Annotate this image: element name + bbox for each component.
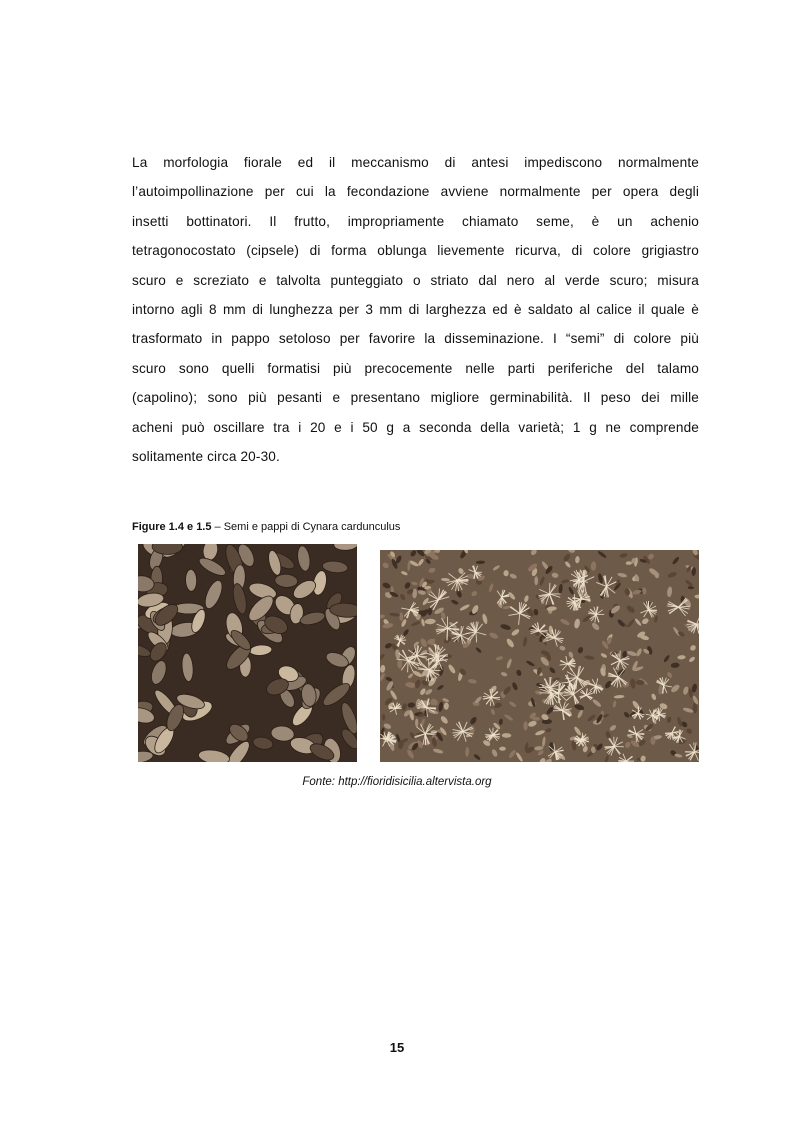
paragraph-line: (capolino); sono più pesanti e presentano migliore germinabilità. Il peso dei mille — [132, 390, 699, 406]
figure-source: Fonte: http://fioridisicilia.altervista.org — [302, 776, 492, 788]
paragraph-line: La morfologia fiorale ed il meccanismo di antesi impediscono normalmente — [132, 155, 699, 170]
paragraph-line: trasformato in pappo setoloso per favorire la disseminazione. I “semi” di colore più — [132, 331, 699, 347]
page-number: 15 — [389, 1040, 405, 1055]
paragraph-line: insetti bottinatori. Il frutto, impropriamente chiamato seme, è un achenio — [132, 213, 699, 229]
paragraph-line: scuro e screziato e talvolta punteggiato o striato dal nero al verde scuro; misura — [132, 272, 699, 288]
paragraph-line: intorno agli 8 mm di lunghezza per 3 mm di larghezza ed è saldato al calice il quale è — [132, 302, 699, 318]
figure-caption — [132, 519, 400, 535]
caption-separator: – — [211, 521, 224, 533]
paragraph-line: tetragonocostato (cipsele) di forma oblunga lievemente ricurva, di colore grigiastro — [132, 243, 699, 259]
figure-title: Semi e pappi di Cynara cardunculus — [223, 521, 401, 533]
body-paragraph — [132, 148, 699, 471]
paragraph-line: scuro sono quelli formatisi più precocemente nelle parti periferiche del talamo — [132, 360, 699, 376]
paragraph-line: l’autoimpollinazione per cui la fecondazione avviene normalmente per opera degli — [132, 184, 699, 200]
figure-label: Figure 1.4 e 1.5 — [132, 521, 212, 533]
seeds-photo — [138, 544, 357, 762]
paragraph-line: solitamente circa 20-30. — [132, 449, 280, 465]
paragraph-line: acheni può oscillare tra i 20 e i 50 g a seconda della varietà; 1 g ne comprende — [132, 419, 699, 435]
pappi-photo — [380, 550, 699, 762]
